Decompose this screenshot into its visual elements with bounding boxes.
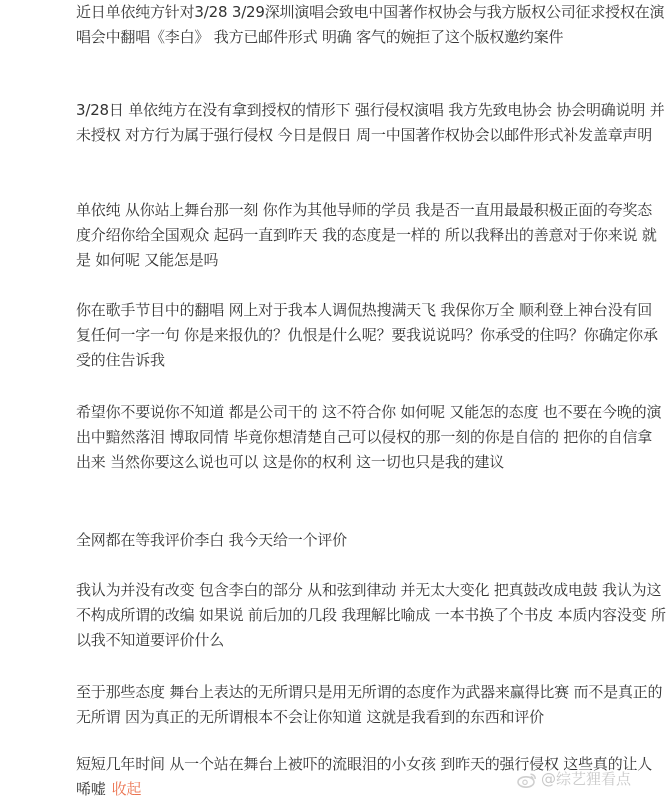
watermark-text: @综艺狸看点 <box>541 770 632 788</box>
post-paragraph-text: 短短几年时间 从一个站在舞台上被吓的流眼泪的小女孩 到昨天的强行侵权 这些真的让人唏嘘 <box>76 755 653 798</box>
watermark <box>517 768 631 790</box>
post-paragraph: 3/28日 单依纯方在没有拿到授权的情形下 强行侵权演唱 我方先致电协会 协会明确说明 并未授权 对方行为属于强行侵权 今日是假日 周一中国著作权协会以邮件形式补发盖章声明 <box>76 101 665 144</box>
post-paragraph: 单依纯 从你站上舞台那一刻 你作为其他导师的学员 我是否一直用最最积极正面的夸奖态度介绍你给全国观众 起码一直到昨天 我的态度是一样的 所以我释出的善意对于你来说 就是 如何呢 又能怎是吗 <box>76 201 657 269</box>
post-paragraph: 你在歌手节目中的翻唱 网上对于我本人调侃热搜满天飞 我保你万全 顺利登上神台没有回复任何一字一句 你是来报仇的？仇恨是什么呢？要我说说吗？你承受的住吗？你确定你承受的住告诉我 <box>76 301 658 369</box>
post-paragraph: 全网都在等我评价李白 我今天给一个评价 <box>76 531 347 549</box>
weibo-logo-icon <box>517 771 537 788</box>
post-paragraph: 我认为并没有改变 包含李白的部分 从和弦到律动 并无太大变化 把真鼓改成电鼓 我认为这不构成所谓的改编 如果说 前后加的几段 我理解比喻成 一本书换了个书皮 本质内容没变 所以我不知道要评价什么 <box>76 581 666 649</box>
post-paragraph: 至于那些态度 舞台上表达的无所谓只是用无所谓的态度作为武器来赢得比赛 而不是真正的无所谓 因为真正的无所谓根本不会让你知道 这就是我看到的东西和评价 <box>76 683 663 726</box>
collapse-link[interactable]: 收起 <box>111 780 142 798</box>
post-paragraph: 近日单依纯方针对3/28 3/29深圳演唱会致电中国著作权协会与我方版权公司征求授权在演唱会中翻唱《李白》 我方已邮件形式 明确 客气的婉拒了这个版权邀约案件 <box>76 3 665 46</box>
post-paragraph: 希望你不要说你不知道 都是公司干的 这不符合你 如何呢 又能怎的态度 也不要在今晚的演出中黯然落泪 博取同情 毕竟你想清楚自己可以侵权的那一刻的你是自信的 把你的自信拿出来 当然你要这么说也可以 这是你的权利 这一切也只是我的建议 <box>76 403 662 471</box>
